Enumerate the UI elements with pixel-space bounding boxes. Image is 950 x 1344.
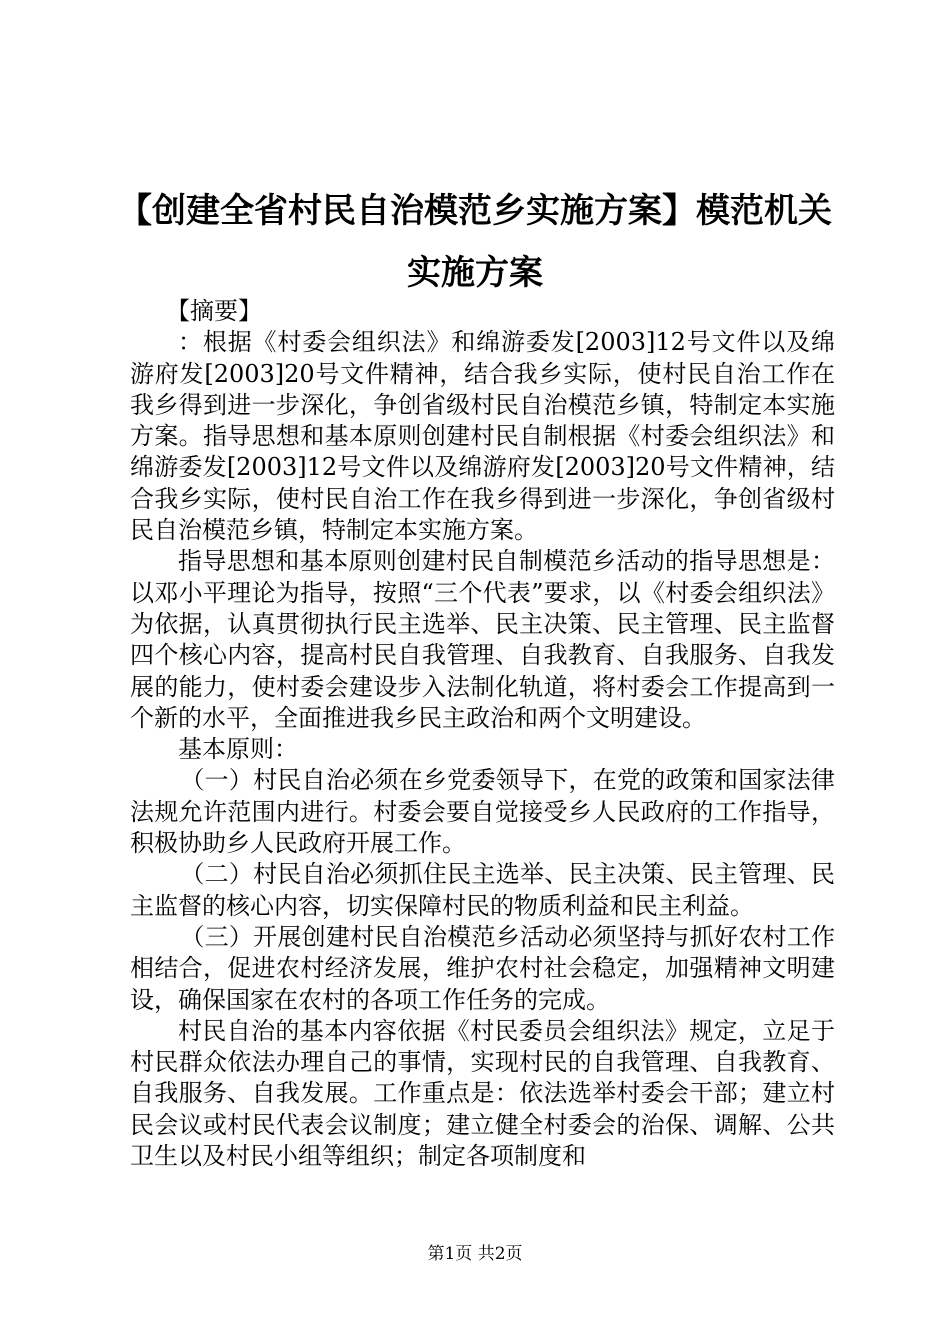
abstract-label: 【摘要】 bbox=[166, 297, 262, 325]
paragraph-principle-3: （三）开展创建村民自治模范乡活动必须坚持与抓好农村工作相结合，促进农村经济发展，维护农村社会稳定，加强精神文明建设，确保国家在农村的各项工作任务的完成。 bbox=[130, 922, 835, 1014]
paragraph-abstract: ：根据《村委会组织法》和绵游委发[2003]12号文件以及绵游府发[2003]20号文件精神，结合我乡实际，使村民自治工作在我乡得到进一步深化，争创省级村民自治模范乡镇，特制定本实施方案。指导思想和基本原则创建村民自制根据《村委会组织法》和绵游委发[2003]12号文件以及绵游府发[2003]20号文件精神，结合我乡实际，使村民自治工作在我乡得到进一步深化，争创省级村民自治模范乡镇，特制定本实施方案。 bbox=[130, 328, 835, 545]
page-footer: 第1页 共2页 bbox=[427, 1244, 523, 1264]
document-title: 【创建全省村民自治模范乡实施方案】模范机关实施方案 bbox=[118, 191, 832, 293]
paragraph-principle-1: （一）村民自治必须在乡党委领导下，在党的政策和国家法律法规允许范围内进行。村委会要自觉接受乡人民政府的工作指导，积极协助乡人民政府开展工作。 bbox=[130, 766, 835, 858]
document-body bbox=[130, 296, 835, 1172]
paragraph-basic-content: 村民自治的基本内容依据《村民委员会组织法》规定，立足于村民群众依法办理自己的事情，实现村民的自我管理、自我教育、自我服务、自我发展。工作重点是：依法选举村委会干部；建立村民会议或村民代表会议制度；建立健全村委会的治保、调解、公共卫生以及村民小组等组织；制定各项制度和 bbox=[130, 1016, 835, 1171]
paragraph-guiding-thought: 指导思想和基本原则创建村民自制模范乡活动的指导思想是：以邓小平理论为指导，按照“三个代表”要求，以《村委会组织法》为依据，认真贯彻执行民主选举、民主决策、民主管理、民主监督四个核心内容，提高村民自我管理、自我教育、自我服务、自我发展的能力，使村委会建设步入法制化轨道，将村委会工作提高到一个新的水平，全面推进我乡民主政治和两个文明建设。 bbox=[130, 547, 835, 732]
paragraph-basic-principles-heading: 基本原则： bbox=[178, 735, 298, 764]
paragraph-principle-2: （二）村民自治必须抓住民主选举、民主决策、民主管理、民主监督的核心内容，切实保障村民的物质利益和民主利益。 bbox=[130, 860, 835, 920]
